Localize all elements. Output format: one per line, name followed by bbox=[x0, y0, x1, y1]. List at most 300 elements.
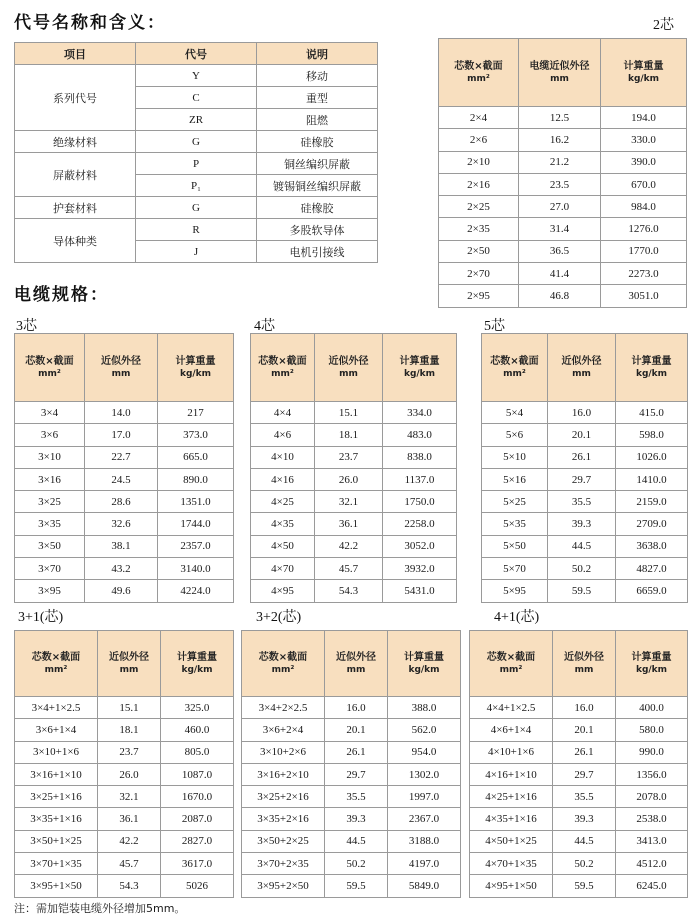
header-weight-unit: kg/km bbox=[179, 368, 212, 379]
header-weight-label: 计算重量 bbox=[631, 355, 672, 367]
spec-cell-diameter: 44.5 bbox=[553, 830, 616, 852]
table-row bbox=[482, 558, 688, 580]
table-label-2core: 2芯 bbox=[653, 18, 674, 33]
table-row bbox=[482, 402, 688, 424]
table-row bbox=[439, 151, 687, 173]
header-weight-unit: kg/km bbox=[403, 368, 436, 379]
code-meaning-table bbox=[14, 42, 378, 263]
table-row bbox=[15, 808, 234, 830]
table-row bbox=[242, 719, 461, 741]
spec-cell-weight: 390.0 bbox=[601, 151, 687, 173]
table-row bbox=[439, 263, 687, 285]
spec-cell-size: 4×50 bbox=[251, 535, 315, 557]
code-desc-cell: 铜丝编织屏蔽 bbox=[257, 153, 378, 175]
code-code-cell: P₁ bbox=[136, 175, 257, 197]
spec-cell-size: 5×25 bbox=[482, 491, 548, 513]
spec-cell-weight: 3617.0 bbox=[161, 853, 234, 875]
header-weight-label: 计算重量 bbox=[177, 651, 217, 663]
spec-cell-weight: 2538.0 bbox=[616, 808, 688, 830]
spec-cell-diameter: 54.3 bbox=[98, 875, 161, 897]
code-col-code: 代号 bbox=[136, 43, 257, 65]
spec-cell-weight: 2258.0 bbox=[383, 513, 457, 535]
spec-cell-diameter: 18.1 bbox=[315, 424, 383, 446]
spec-cell-size: 5×10 bbox=[482, 446, 548, 468]
spec-cell-size: 4×10+1×6 bbox=[470, 741, 553, 763]
header-outer-diameter-label: 近似外径 bbox=[101, 355, 141, 367]
spec-cell-size: 3×70 bbox=[15, 558, 85, 580]
spec-cell-diameter: 23.7 bbox=[315, 446, 383, 468]
spec-cell-diameter: 44.5 bbox=[548, 535, 616, 557]
spec-cell-diameter: 29.7 bbox=[548, 468, 616, 490]
spec-cell-size: 3×25+2×16 bbox=[242, 786, 325, 808]
header-outer-diameter-unit: mm bbox=[111, 368, 131, 379]
header-outer-diameter-label: 近似外径 bbox=[336, 651, 376, 663]
spec-cell-size: 3×6 bbox=[15, 424, 85, 446]
code-desc-cell: 重型 bbox=[257, 87, 378, 109]
spec-cell-weight: 483.0 bbox=[383, 424, 457, 446]
spec-cell-diameter: 32.1 bbox=[98, 786, 161, 808]
spec-cell-weight: 3932.0 bbox=[383, 558, 457, 580]
table-row bbox=[15, 558, 234, 580]
table-row bbox=[470, 875, 688, 897]
spec-cell-diameter: 27.0 bbox=[519, 196, 601, 218]
spec-cell-size: 2×10 bbox=[439, 151, 519, 173]
spec-cell-size: 3×6+2×4 bbox=[242, 719, 325, 741]
spec-cell-weight: 217 bbox=[158, 402, 234, 424]
spec-cell-weight: 1670.0 bbox=[161, 786, 234, 808]
spec-cell-diameter: 15.1 bbox=[98, 697, 161, 719]
header-cross-section bbox=[15, 334, 85, 402]
spec-cell-diameter: 17.0 bbox=[85, 424, 158, 446]
header-outer-diameter bbox=[553, 631, 616, 697]
table-row bbox=[15, 763, 234, 785]
spec-cell-weight: 373.0 bbox=[158, 424, 234, 446]
table-row bbox=[15, 741, 234, 763]
table-label-3plus1core: 3+1(芯) bbox=[18, 610, 64, 625]
header-weight-label: 计算重量 bbox=[175, 355, 216, 367]
spec-cell-size: 3×70+1×35 bbox=[15, 853, 98, 875]
spec-cell-diameter: 26.0 bbox=[98, 763, 161, 785]
header-outer-diameter-label: 近似外径 bbox=[561, 355, 602, 367]
spec-cell-size: 4×95 bbox=[251, 580, 315, 602]
header-weight bbox=[161, 631, 234, 697]
code-col-item: 项目 bbox=[15, 43, 136, 65]
spec-cell-weight: 400.0 bbox=[616, 697, 688, 719]
spec-cell-size: 3×50 bbox=[15, 535, 85, 557]
table-label-3core: 3芯 bbox=[16, 319, 37, 334]
header-outer-diameter-unit: mm bbox=[119, 664, 139, 675]
spec-cell-weight: 1302.0 bbox=[388, 763, 461, 785]
code-item-cell: 屏蔽材料 bbox=[15, 153, 136, 197]
spec-cell-weight: 6245.0 bbox=[616, 875, 688, 897]
spec-cell-diameter: 20.1 bbox=[548, 424, 616, 446]
spec-cell-weight: 1744.0 bbox=[158, 513, 234, 535]
header-weight-unit: kg/km bbox=[627, 73, 660, 84]
header-weight-unit: kg/km bbox=[635, 368, 668, 379]
table-row bbox=[470, 786, 688, 808]
spec-cell-size: 4×35+1×16 bbox=[470, 808, 553, 830]
table-row bbox=[15, 491, 234, 513]
table-row bbox=[242, 808, 461, 830]
header-cross-section bbox=[242, 631, 325, 697]
spec-cell-weight: 6659.0 bbox=[616, 580, 688, 602]
spec-cell-diameter: 26.1 bbox=[325, 741, 388, 763]
spec-cell-size: 2×25 bbox=[439, 196, 519, 218]
table-row bbox=[439, 196, 687, 218]
header-outer-diameter bbox=[548, 334, 616, 402]
spec-cell-diameter: 50.2 bbox=[325, 853, 388, 875]
spec-cell-weight: 670.0 bbox=[601, 173, 687, 195]
table-row bbox=[15, 853, 234, 875]
spec-cell-diameter: 26.1 bbox=[548, 446, 616, 468]
code-desc-cell: 电机引接线 bbox=[257, 241, 378, 263]
table-row bbox=[470, 853, 688, 875]
spec-cell-diameter: 31.4 bbox=[519, 218, 601, 240]
code-desc-cell: 移动 bbox=[257, 65, 378, 87]
spec-cell-diameter: 50.2 bbox=[548, 558, 616, 580]
spec-cell-size: 3×4+1×2.5 bbox=[15, 697, 98, 719]
spec-cell-diameter: 35.5 bbox=[548, 491, 616, 513]
spec-cell-size: 3×35+1×16 bbox=[15, 808, 98, 830]
spec-cell-size: 4×10 bbox=[251, 446, 315, 468]
spec-cell-weight: 388.0 bbox=[388, 697, 461, 719]
table-row bbox=[15, 446, 234, 468]
table-row bbox=[482, 446, 688, 468]
spec-cell-diameter: 24.5 bbox=[85, 468, 158, 490]
spec-cell-diameter: 18.1 bbox=[98, 719, 161, 741]
table-row bbox=[482, 535, 688, 557]
header-cross-section-label: 芯数×截面 bbox=[454, 60, 503, 72]
table-row bbox=[15, 513, 234, 535]
spec-cell-size: 4×25+1×16 bbox=[470, 786, 553, 808]
table-row bbox=[242, 697, 461, 719]
spec-cell-size: 3×25 bbox=[15, 491, 85, 513]
table-row bbox=[251, 446, 457, 468]
header-weight bbox=[388, 631, 461, 697]
spec-table-4plus1core bbox=[469, 630, 688, 898]
header-weight-label: 计算重量 bbox=[399, 355, 440, 367]
table-row bbox=[15, 830, 234, 852]
spec-cell-weight: 2087.0 bbox=[161, 808, 234, 830]
spec-table-3core bbox=[14, 333, 234, 603]
spec-cell-size: 3×4 bbox=[15, 402, 85, 424]
spec-cell-size: 5×16 bbox=[482, 468, 548, 490]
spec-cell-size: 4×25 bbox=[251, 491, 315, 513]
header-weight bbox=[158, 334, 234, 402]
spec-table-3plus2core bbox=[241, 630, 461, 898]
header-outer-diameter-unit: mm bbox=[550, 73, 569, 84]
table-row bbox=[15, 535, 234, 557]
table-label-4plus1core: 4+1(芯) bbox=[494, 610, 540, 625]
spec-cell-size: 4×16+1×10 bbox=[470, 763, 553, 785]
spec-cell-diameter: 59.5 bbox=[548, 580, 616, 602]
spec-cell-diameter: 32.6 bbox=[85, 513, 158, 535]
spec-cell-diameter: 20.1 bbox=[553, 719, 616, 741]
header-cross-section-unit: mm² bbox=[271, 664, 295, 675]
table-row bbox=[242, 853, 461, 875]
spec-cell-size: 3×16+2×10 bbox=[242, 763, 325, 785]
header-cross-section-label: 芯数×截面 bbox=[258, 651, 308, 663]
spec-cell-diameter: 16.0 bbox=[553, 697, 616, 719]
header-cross-section bbox=[482, 334, 548, 402]
table-row bbox=[439, 129, 687, 151]
table-row bbox=[470, 808, 688, 830]
spec-cell-diameter: 14.0 bbox=[85, 402, 158, 424]
specs-heading: 电缆规格： bbox=[14, 285, 109, 305]
header-cross-section-unit: mm² bbox=[467, 73, 490, 84]
spec-cell-weight: 3051.0 bbox=[601, 285, 687, 307]
header-outer-diameter-unit: mm bbox=[572, 368, 591, 379]
spec-cell-weight: 2159.0 bbox=[616, 491, 688, 513]
spec-cell-size: 2×16 bbox=[439, 173, 519, 195]
header-cross-section bbox=[470, 631, 553, 697]
spec-cell-diameter: 39.3 bbox=[548, 513, 616, 535]
header-cross-section-label: 芯数×截面 bbox=[258, 355, 307, 367]
table-row bbox=[439, 107, 687, 129]
spec-cell-diameter: 29.7 bbox=[325, 763, 388, 785]
spec-cell-diameter: 59.5 bbox=[325, 875, 388, 897]
spec-cell-weight: 665.0 bbox=[158, 446, 234, 468]
spec-cell-diameter: 36.1 bbox=[98, 808, 161, 830]
spec-cell-weight: 562.0 bbox=[388, 719, 461, 741]
table-row bbox=[242, 741, 461, 763]
spec-cell-weight: 460.0 bbox=[161, 719, 234, 741]
header-cross-section bbox=[439, 39, 519, 107]
spec-cell-size: 5×35 bbox=[482, 513, 548, 535]
table-row bbox=[15, 697, 234, 719]
spec-cell-weight: 1351.0 bbox=[158, 491, 234, 513]
spec-cell-size: 2×35 bbox=[439, 218, 519, 240]
spec-cell-size: 3×4+2×2.5 bbox=[242, 697, 325, 719]
table-row bbox=[470, 719, 688, 741]
code-item-cell: 护套材料 bbox=[15, 197, 136, 219]
footnote: 注：需加铠装电缆外径增加5mm。 bbox=[14, 902, 186, 915]
spec-cell-weight: 3140.0 bbox=[158, 558, 234, 580]
table-row bbox=[470, 763, 688, 785]
spec-cell-weight: 2827.0 bbox=[161, 830, 234, 852]
spec-cell-diameter: 50.2 bbox=[553, 853, 616, 875]
spec-cell-diameter: 39.3 bbox=[553, 808, 616, 830]
spec-cell-diameter: 59.5 bbox=[553, 875, 616, 897]
spec-cell-diameter: 35.5 bbox=[553, 786, 616, 808]
spec-cell-weight: 984.0 bbox=[601, 196, 687, 218]
table-row bbox=[482, 580, 688, 602]
spec-cell-size: 2×70 bbox=[439, 263, 519, 285]
header-weight bbox=[616, 334, 688, 402]
spec-cell-weight: 330.0 bbox=[601, 129, 687, 151]
header-outer-diameter bbox=[519, 39, 601, 107]
spec-cell-weight: 2273.0 bbox=[601, 263, 687, 285]
table-row bbox=[251, 468, 457, 490]
spec-cell-diameter: 16.2 bbox=[519, 129, 601, 151]
spec-table-5core bbox=[481, 333, 688, 603]
spec-cell-diameter: 35.5 bbox=[325, 786, 388, 808]
spec-table-4core bbox=[250, 333, 457, 603]
header-outer-diameter bbox=[98, 631, 161, 697]
spec-cell-size: 2×6 bbox=[439, 129, 519, 151]
header-cross-section-label: 芯数×截面 bbox=[25, 355, 74, 367]
header-outer-diameter-label: 近似外径 bbox=[564, 651, 604, 663]
table-label-3plus2core: 3+2(芯) bbox=[256, 610, 302, 625]
code-code-cell: R bbox=[136, 219, 257, 241]
table-row bbox=[439, 240, 687, 262]
spec-cell-weight: 5026 bbox=[161, 875, 234, 897]
table-row bbox=[15, 786, 234, 808]
header-outer-diameter bbox=[85, 334, 158, 402]
header-outer-diameter bbox=[325, 631, 388, 697]
spec-cell-weight: 1997.0 bbox=[388, 786, 461, 808]
table-row bbox=[242, 875, 461, 897]
code-desc-cell: 阻燃 bbox=[257, 109, 378, 131]
header-outer-diameter-unit: mm bbox=[339, 368, 358, 379]
table-row bbox=[15, 424, 234, 446]
header-cross-section-unit: mm² bbox=[38, 368, 61, 379]
spec-cell-weight: 890.0 bbox=[158, 468, 234, 490]
spec-cell-weight: 954.0 bbox=[388, 741, 461, 763]
code-desc-cell: 镀锡铜丝编织屏蔽 bbox=[257, 175, 378, 197]
spec-table-2core bbox=[438, 38, 687, 308]
code-code-cell: G bbox=[136, 197, 257, 219]
spec-cell-weight: 1356.0 bbox=[616, 763, 688, 785]
header-cross-section-unit: mm² bbox=[499, 664, 523, 675]
table-row bbox=[15, 468, 234, 490]
spec-cell-diameter: 41.4 bbox=[519, 263, 601, 285]
spec-cell-diameter: 15.1 bbox=[315, 402, 383, 424]
header-weight bbox=[601, 39, 687, 107]
table-row bbox=[470, 741, 688, 763]
spec-cell-size: 4×6+1×4 bbox=[470, 719, 553, 741]
spec-cell-weight: 1276.0 bbox=[601, 218, 687, 240]
spec-cell-diameter: 29.7 bbox=[553, 763, 616, 785]
header-outer-diameter-label: 近似外径 bbox=[328, 355, 369, 367]
spec-cell-diameter: 26.1 bbox=[553, 741, 616, 763]
code-table-row bbox=[15, 197, 378, 219]
spec-table-3plus1core bbox=[14, 630, 234, 898]
spec-cell-weight: 1137.0 bbox=[383, 468, 457, 490]
spec-cell-weight: 598.0 bbox=[616, 424, 688, 446]
spec-cell-weight: 415.0 bbox=[616, 402, 688, 424]
header-cross-section-label: 芯数×截面 bbox=[31, 651, 81, 663]
code-item-cell: 系列代号 bbox=[15, 65, 136, 131]
spec-cell-diameter: 42.2 bbox=[98, 830, 161, 852]
spec-cell-weight: 2367.0 bbox=[388, 808, 461, 830]
spec-cell-diameter: 36.1 bbox=[315, 513, 383, 535]
header-cross-section bbox=[251, 334, 315, 402]
spec-cell-size: 3×35+2×16 bbox=[242, 808, 325, 830]
table-label-4core: 4芯 bbox=[254, 319, 275, 334]
table-row bbox=[470, 697, 688, 719]
spec-cell-size: 5×50 bbox=[482, 535, 548, 557]
spec-cell-size: 5×6 bbox=[482, 424, 548, 446]
spec-cell-size: 3×16+1×10 bbox=[15, 763, 98, 785]
spec-cell-size: 4×70 bbox=[251, 558, 315, 580]
table-row bbox=[439, 173, 687, 195]
spec-cell-weight: 2357.0 bbox=[158, 535, 234, 557]
code-desc-cell: 硅橡胶 bbox=[257, 131, 378, 153]
spec-cell-size: 3×25+1×16 bbox=[15, 786, 98, 808]
header-cross-section-unit: mm² bbox=[44, 664, 68, 675]
table-row bbox=[251, 402, 457, 424]
table-row bbox=[482, 468, 688, 490]
code-table-row bbox=[15, 153, 378, 175]
table-row bbox=[482, 491, 688, 513]
header-cross-section-unit: mm² bbox=[503, 368, 526, 379]
spec-cell-diameter: 46.8 bbox=[519, 285, 601, 307]
spec-cell-diameter: 43.2 bbox=[85, 558, 158, 580]
spec-cell-size: 3×50+1×25 bbox=[15, 830, 98, 852]
spec-cell-size: 3×95+2×50 bbox=[242, 875, 325, 897]
spec-cell-diameter: 28.6 bbox=[85, 491, 158, 513]
header-weight-label: 计算重量 bbox=[631, 651, 672, 663]
spec-cell-diameter: 16.0 bbox=[325, 697, 388, 719]
spec-cell-size: 4×35 bbox=[251, 513, 315, 535]
header-outer-diameter-label: 近似外径 bbox=[109, 651, 149, 663]
spec-cell-diameter: 44.5 bbox=[325, 830, 388, 852]
spec-cell-diameter: 20.1 bbox=[325, 719, 388, 741]
code-code-cell: J bbox=[136, 241, 257, 263]
table-row bbox=[15, 402, 234, 424]
spec-cell-diameter: 38.1 bbox=[85, 535, 158, 557]
spec-cell-weight: 5849.0 bbox=[388, 875, 461, 897]
spec-cell-weight: 3052.0 bbox=[383, 535, 457, 557]
spec-cell-diameter: 12.5 bbox=[519, 107, 601, 129]
code-code-cell: C bbox=[136, 87, 257, 109]
code-code-cell: G bbox=[136, 131, 257, 153]
header-weight-label: 计算重量 bbox=[623, 60, 664, 72]
code-desc-cell: 硅橡胶 bbox=[257, 197, 378, 219]
spec-cell-weight: 2709.0 bbox=[616, 513, 688, 535]
spec-cell-weight: 325.0 bbox=[161, 697, 234, 719]
table-label-5core: 5芯 bbox=[484, 319, 505, 334]
spec-cell-size: 4×95+1×50 bbox=[470, 875, 553, 897]
table-row bbox=[15, 719, 234, 741]
spec-cell-size: 3×10 bbox=[15, 446, 85, 468]
spec-cell-size: 2×4 bbox=[439, 107, 519, 129]
code-table-row bbox=[15, 65, 378, 87]
spec-cell-size: 3×50+2×25 bbox=[242, 830, 325, 852]
header-weight-unit: kg/km bbox=[408, 664, 440, 675]
spec-cell-weight: 1750.0 bbox=[383, 491, 457, 513]
spec-cell-size: 3×10+2×6 bbox=[242, 741, 325, 763]
table-row bbox=[482, 513, 688, 535]
table-row bbox=[439, 218, 687, 240]
spec-cell-weight: 3188.0 bbox=[388, 830, 461, 852]
table-row bbox=[439, 285, 687, 307]
spec-cell-size: 4×50+1×25 bbox=[470, 830, 553, 852]
table-row bbox=[15, 875, 234, 897]
header-outer-diameter bbox=[315, 334, 383, 402]
spec-cell-weight: 3413.0 bbox=[616, 830, 688, 852]
spec-cell-size: 3×95 bbox=[15, 580, 85, 602]
code-code-cell: Y bbox=[136, 65, 257, 87]
code-table-row bbox=[15, 219, 378, 241]
table-row bbox=[242, 786, 461, 808]
spec-cell-weight: 334.0 bbox=[383, 402, 457, 424]
spec-cell-diameter: 54.3 bbox=[315, 580, 383, 602]
spec-cell-size: 2×95 bbox=[439, 285, 519, 307]
table-row bbox=[251, 558, 457, 580]
spec-cell-weight: 3638.0 bbox=[616, 535, 688, 557]
header-cross-section-unit: mm² bbox=[271, 368, 294, 379]
table-row bbox=[251, 535, 457, 557]
spec-cell-diameter: 45.7 bbox=[315, 558, 383, 580]
table-row bbox=[15, 580, 234, 602]
spec-cell-weight: 4224.0 bbox=[158, 580, 234, 602]
table-row bbox=[251, 424, 457, 446]
spec-cell-weight: 1410.0 bbox=[616, 468, 688, 490]
spec-cell-size: 3×95+1×50 bbox=[15, 875, 98, 897]
spec-cell-size: 3×6+1×4 bbox=[15, 719, 98, 741]
